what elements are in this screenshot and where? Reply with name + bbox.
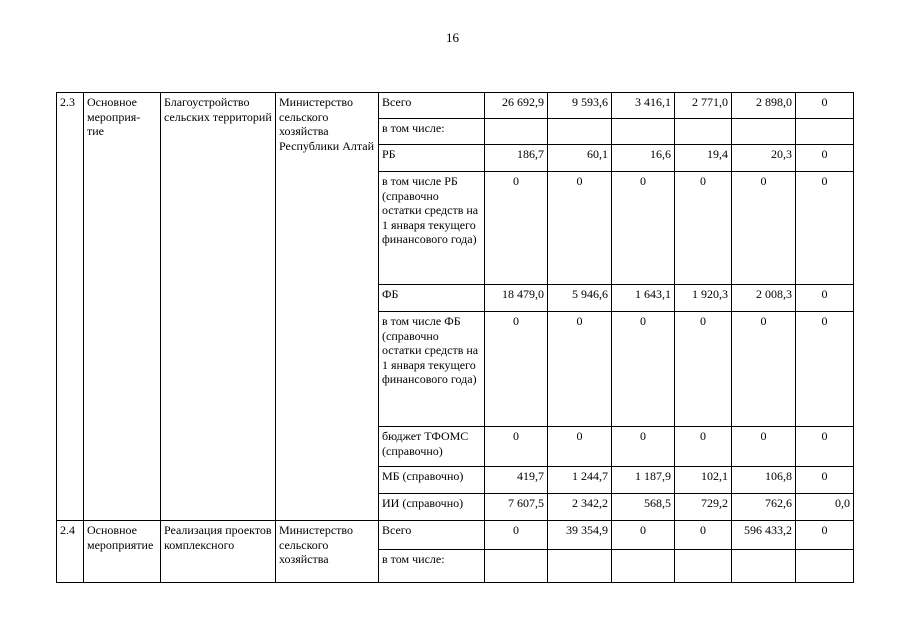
executor: Министерство сельского хозяйства Республики Алтай [276, 93, 379, 521]
value-cell: 0 [796, 93, 854, 119]
value-cell: 0 [612, 521, 675, 550]
value-cell: 0 [548, 312, 612, 427]
value-cell: 1 920,3 [675, 285, 732, 312]
value-cell: 0 [485, 427, 548, 467]
value-cell: 0 [796, 285, 854, 312]
value-cell [548, 550, 612, 583]
row-number: 2.4 [57, 521, 84, 583]
value-cell: 0 [796, 427, 854, 467]
value-cell [485, 119, 548, 145]
value-cell: 568,5 [612, 494, 675, 521]
value-cell [732, 119, 796, 145]
table-row [57, 521, 854, 550]
funding-source-label: ФБ [379, 285, 485, 312]
value-cell: 0 [732, 427, 796, 467]
value-cell: 3 416,1 [612, 93, 675, 119]
value-cell: 18 479,0 [485, 285, 548, 312]
page-number: 16 [446, 30, 459, 45]
value-cell: 0 [796, 521, 854, 550]
value-cell: 19,4 [675, 145, 732, 172]
value-cell: 0 [675, 312, 732, 427]
value-cell [796, 119, 854, 145]
measure-name: Благоустройство сельских территорий [161, 93, 276, 521]
funding-source-label: бюджет ТФОМС (справочно) [379, 427, 485, 467]
funding-source-label: МБ (справочно) [379, 467, 485, 494]
value-cell: 0 [612, 172, 675, 285]
value-cell: 0 [732, 312, 796, 427]
value-cell: 729,2 [675, 494, 732, 521]
value-cell [732, 550, 796, 583]
value-cell: 0 [485, 312, 548, 427]
measure-kind: Основное мероприя-тие [84, 93, 161, 521]
value-cell: 5 946,6 [548, 285, 612, 312]
value-cell: 0 [796, 172, 854, 285]
table-row [57, 93, 854, 119]
funding-source-label: ИИ (справочно) [379, 494, 485, 521]
value-cell: 26 692,9 [485, 93, 548, 119]
value-cell: 0 [485, 521, 548, 550]
value-cell: 0 [732, 172, 796, 285]
funding-source-label: в том числе ФБ (справочно остатки средств на 1 января текущего финансового года) [379, 312, 485, 427]
value-cell: 1 244,7 [548, 467, 612, 494]
value-cell [612, 550, 675, 583]
value-cell: 0,0 [796, 494, 854, 521]
value-cell: 20,3 [732, 145, 796, 172]
value-cell: 419,7 [485, 467, 548, 494]
value-cell: 9 593,6 [548, 93, 612, 119]
value-cell [548, 119, 612, 145]
value-cell [675, 119, 732, 145]
value-cell: 2 898,0 [732, 93, 796, 119]
value-cell [675, 550, 732, 583]
row-number: 2.3 [57, 93, 84, 521]
value-cell: 2 771,0 [675, 93, 732, 119]
value-cell: 0 [485, 172, 548, 285]
value-cell [796, 550, 854, 583]
value-cell: 60,1 [548, 145, 612, 172]
value-cell: 0 [675, 172, 732, 285]
value-cell: 2 342,2 [548, 494, 612, 521]
value-cell [612, 119, 675, 145]
value-cell: 39 354,9 [548, 521, 612, 550]
executor: Министерство сельского хозяйства [276, 521, 379, 583]
value-cell: 0 [675, 427, 732, 467]
funding-source-label: в том числе: [379, 550, 485, 583]
value-cell: 186,7 [485, 145, 548, 172]
value-cell [485, 550, 548, 583]
value-cell: 0 [612, 427, 675, 467]
funding-source-label: Всего [379, 93, 485, 119]
funding-source-label: в том числе: [379, 119, 485, 145]
funding-source-label: в том числе РБ (справочно остатки средств на 1 января текущего финансового года) [379, 172, 485, 285]
value-cell: 0 [796, 145, 854, 172]
value-cell: 1 187,9 [612, 467, 675, 494]
value-cell: 2 008,3 [732, 285, 796, 312]
value-cell: 0 [548, 172, 612, 285]
value-cell: 762,6 [732, 494, 796, 521]
value-cell: 0 [796, 467, 854, 494]
value-cell: 7 607,5 [485, 494, 548, 521]
value-cell: 1 643,1 [612, 285, 675, 312]
value-cell: 0 [612, 312, 675, 427]
measure-name: Реализация проектов комплексного [161, 521, 276, 583]
value-cell: 596 433,2 [732, 521, 796, 550]
budget-table [56, 92, 854, 583]
funding-source-label: Всего [379, 521, 485, 550]
value-cell: 0 [548, 427, 612, 467]
measure-kind: Основное мероприятие [84, 521, 161, 583]
funding-source-label: РБ [379, 145, 485, 172]
value-cell: 0 [675, 521, 732, 550]
value-cell: 16,6 [612, 145, 675, 172]
value-cell: 106,8 [732, 467, 796, 494]
value-cell: 0 [796, 312, 854, 427]
value-cell: 102,1 [675, 467, 732, 494]
